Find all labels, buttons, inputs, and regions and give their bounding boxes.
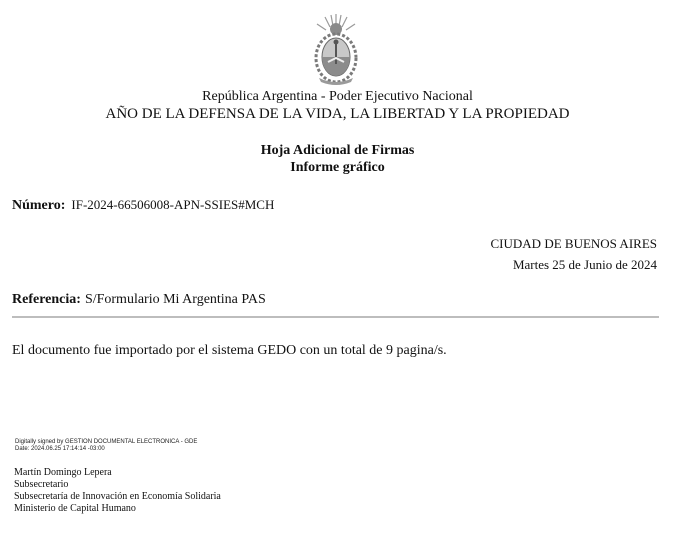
document-number — [12, 197, 274, 214]
signer-block — [14, 467, 221, 515]
header-year-motto: AÑO DE LA DEFENSA DE LA VIDA, LA LIBERTAD Y LA PROPIEDAD — [105, 106, 570, 122]
digital-signature-date: Date: 2024.06.25 17:14:14 -03:00 — [15, 446, 105, 452]
signer-name: Martín Domingo Lepera — [14, 467, 112, 478]
header-republica: República Argentina - Poder Ejecutivo Nacional — [202, 89, 473, 104]
signer-role: Subsecretario — [14, 479, 69, 490]
numero-label: Número: — [12, 198, 66, 213]
digital-signature-stamp — [15, 439, 197, 453]
document-date: Martes 25 de Junio de 2024 — [512, 257, 657, 272]
referencia-label: Referencia: — [12, 292, 81, 307]
body-text: El documento fue importado por el sistema GEDO con un total de 9 pagina/s. — [12, 343, 447, 358]
document-title: Hoja Adicional de Firmas — [260, 143, 415, 158]
coat-of-arms-seal — [311, 12, 361, 86]
signer-office: Subsecretaría de Innovación en Economía Solidaria — [14, 491, 221, 502]
referencia-value: S/Formulario Mi Argentina PAS — [84, 292, 266, 307]
document-reference — [12, 292, 266, 308]
digital-signature-line: Digitally signed by GESTION DOCUMENTAL ELECTRONICA - GDE — [15, 439, 198, 445]
signer-ministry: Ministerio de Capital Humano — [14, 503, 136, 514]
divider — [12, 316, 659, 318]
document-subtitle: Informe gráfico — [290, 160, 385, 175]
numero-value: IF-2024-66506008-APN-SSIES#MCH — [71, 197, 275, 212]
document-place: CIUDAD DE BUENOS AIRES — [490, 236, 657, 251]
